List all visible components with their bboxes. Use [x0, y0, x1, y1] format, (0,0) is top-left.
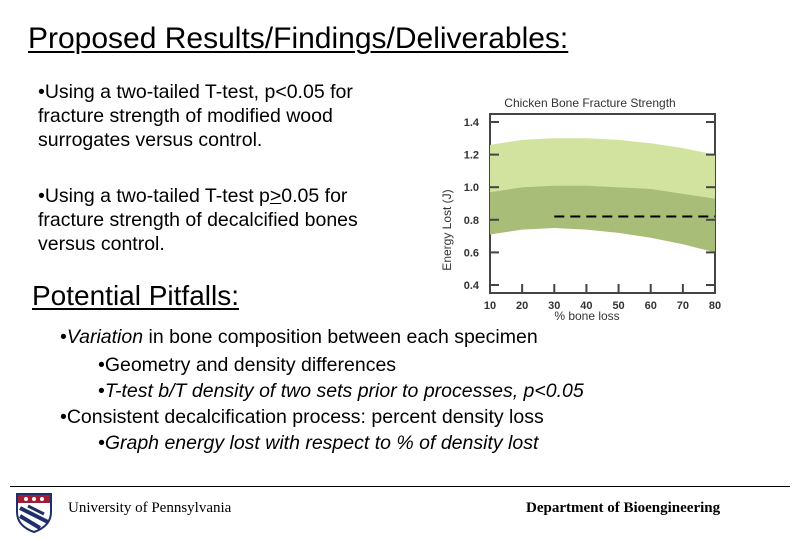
pitfall-decalcification: •Consistent decalcification process: percent density loss	[60, 406, 544, 428]
x-axis-label: % bone loss	[554, 309, 620, 323]
y-axis-label: Energy Lost (J)	[440, 189, 454, 271]
x-tick-label: 30	[548, 300, 561, 312]
bullet-mark: •	[60, 326, 67, 348]
bullet-text-end: 0.05 for fracture strength of decalcified bones versus control.	[38, 185, 358, 255]
emphasized-word: Variation	[66, 326, 144, 348]
x-tick-label: 20	[516, 300, 529, 312]
bullet-mark: •	[98, 432, 105, 454]
x-tick-label: 70	[676, 300, 689, 312]
x-tick-label: 60	[644, 300, 657, 312]
x-tick-label: 40	[580, 300, 593, 312]
chart-title: Chicken Bone Fracture Strength	[504, 96, 676, 110]
x-tick-label: 10	[483, 300, 497, 312]
pitfalls-heading: Potential Pitfalls:	[32, 280, 239, 311]
bullet-mark: •	[98, 380, 105, 402]
y-tick-label: 1.0	[463, 182, 479, 195]
result-bullet-bone	[38, 184, 418, 256]
pitfall-sub-geometry: •Geometry and density differences	[98, 354, 397, 376]
fracture-strength-chart	[430, 80, 730, 330]
pitfall-text: in bone composition between each specimen	[143, 326, 538, 348]
y-tick-label: 0.8	[463, 214, 479, 227]
university-shield-logo	[14, 492, 54, 534]
pitfall-sub-graph	[98, 430, 538, 456]
y-tick-label: 0.6	[463, 247, 479, 260]
lower-band-area	[490, 186, 715, 253]
pitfall-text: Graph energy lost with respect to % of density lost	[104, 432, 539, 454]
x-tick-label: 80	[708, 300, 722, 312]
plot-area	[464, 114, 721, 312]
slide-title: Proposed Results/Findings/Deliverables:	[28, 22, 569, 55]
footer-university: University of Pennsylvania	[68, 500, 232, 516]
footer-divider	[10, 486, 790, 487]
x-tick-label: 50	[612, 300, 625, 312]
greater-or-equal-symbol: >	[269, 185, 282, 207]
pitfall-sub-ttest	[98, 378, 584, 404]
y-tick-label: 0.4	[463, 280, 479, 292]
y-tick-label: 1.2	[463, 149, 479, 162]
bullet-text-start: •Using a two-tailed T-test p	[38, 185, 270, 207]
pitfall-text: T-test b/T density of two sets prior to processes, p<0.05	[104, 380, 584, 402]
result-bullet-wood: •Using a two-tailed T-test, p<0.05 for fracture strength of modified wood surrogates versus control.	[38, 81, 353, 151]
footer-department: Department of Bioengineering	[526, 500, 721, 516]
y-tick-label: 1.4	[463, 117, 479, 129]
